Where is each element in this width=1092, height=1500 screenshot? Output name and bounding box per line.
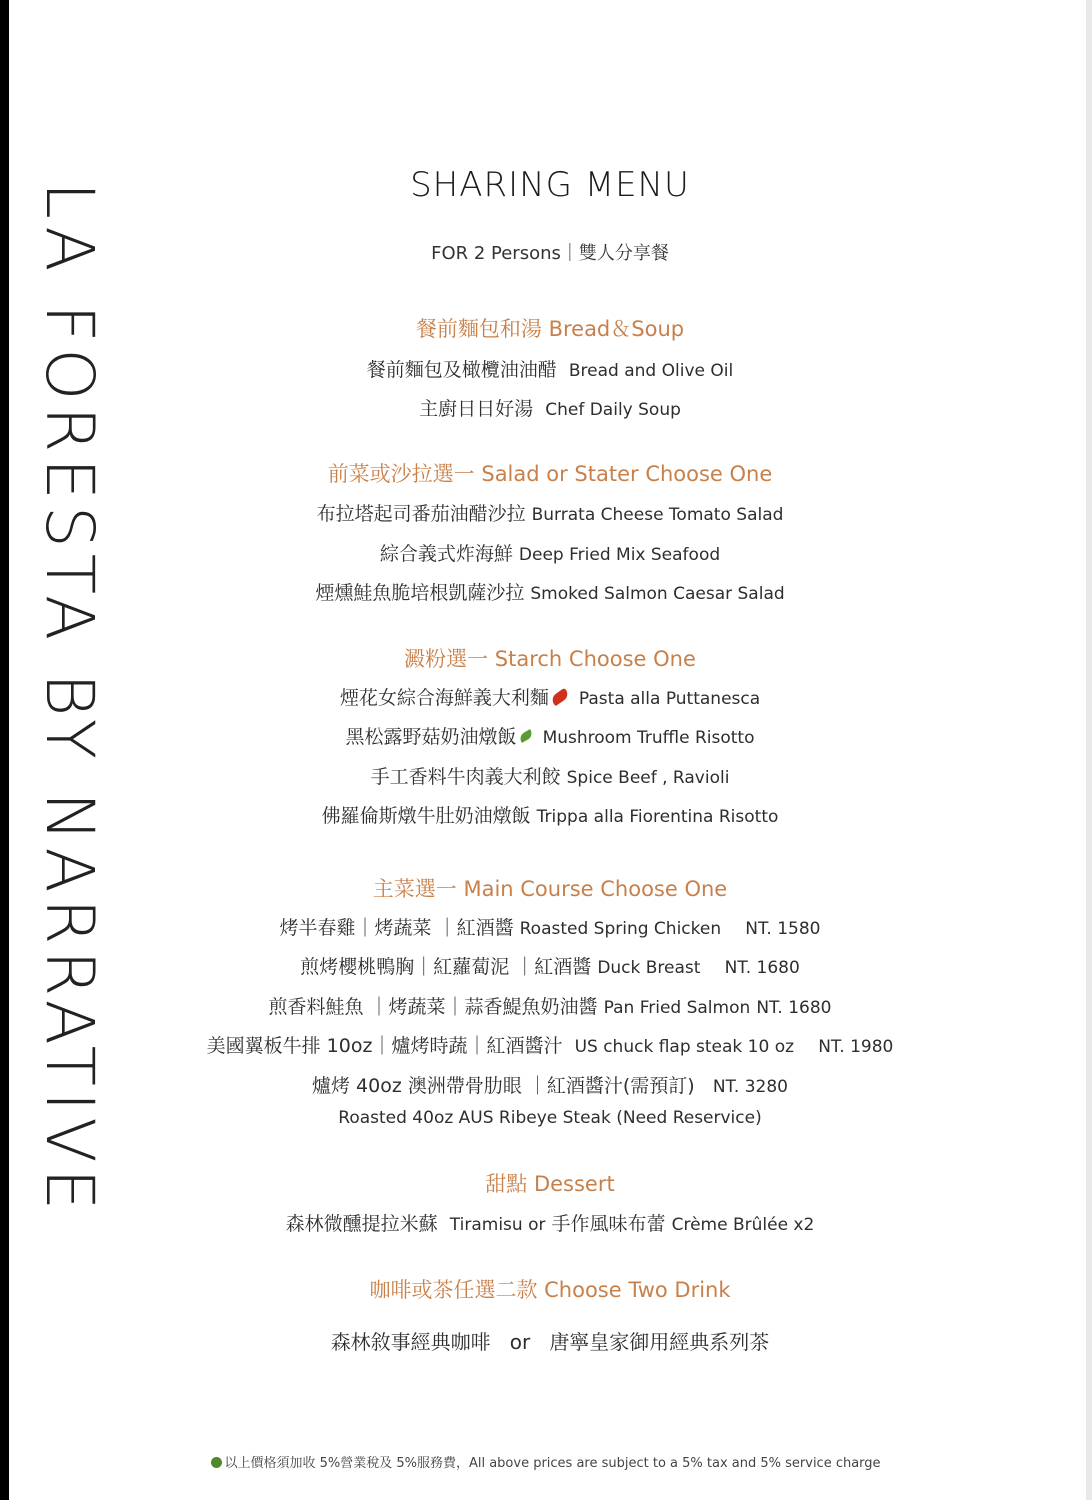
chili-pepper-icon [550,688,570,707]
item-name-en: Pasta alla Puttanesca [578,689,761,709]
section-heading-bread-soup: 餐前麵包和湯 Bread＆Soup [415,317,685,341]
herb-leaf-icon [517,729,533,743]
menu-item [170,762,930,789]
item-or: or [509,1330,531,1354]
brand-vertical-title: LA FORESTA BY NARRATIVE [31,182,108,1217]
item-name-en: Mushroom Truffle Risotto [542,728,755,748]
item-name-zh: 煎烤櫻桃鴨胸｜紅蘿蔔泥 ｜紅酒醬 [300,956,592,978]
item-name-en: Smoked Salmon Caesar Salad [530,584,785,604]
item-name-zh: 煎香料鮭魚 ｜烤蔬菜｜蒜香鯷魚奶油醬 [268,996,598,1018]
item-price: NT. 1680 [756,998,832,1018]
item-name-en: Spice Beef , Ravioli [566,768,730,788]
menu-item [170,1326,930,1355]
item-name-zh: 綜合義式炸海鮮 [379,543,513,565]
menu-item [170,722,930,749]
item-name-en: Crème Brûlée x2 [671,1215,815,1235]
item-price: NT. 3280 [712,1077,788,1097]
green-dot-icon [211,1457,222,1468]
item-name-en: Pan Fried Salmon [603,998,751,1018]
item-name-en: Duck Breast [597,958,701,978]
menu-item [170,1031,930,1058]
item-name-zh: 手工香料牛肉義大利餃 [370,766,561,788]
menu-item [170,539,930,566]
left-edge-bar [0,0,9,1500]
item-name-en: US chuck flap steak 10 oz [574,1037,795,1057]
menu-item [170,913,930,940]
menu-item [170,952,930,979]
menu-item [170,1071,930,1098]
menu-subtitle: FOR 2 Persons｜雙人分享餐 [431,243,669,264]
item-name-en: Deep Fried Mix Seafood [518,545,721,565]
item-name-en: Tiramisu or [449,1215,546,1235]
item-name-zh: 煙燻鮭魚脆培根凱薩沙拉 [315,582,525,604]
item-price: NT. 1980 [818,1037,894,1057]
item-name-zh: 煙花女綜合海鮮義大利麵 [339,687,549,709]
right-edge-bar [1086,0,1092,1500]
item-name-en: Roasted Spring Chicken [519,919,722,939]
item-name-zh: 手作風味布蕾 [551,1213,666,1235]
item-name-zh: 黑松露野菇奶油燉飯 [345,726,517,748]
section-heading-salad: 前菜或沙拉選一 Salad or Stater Choose One [327,462,773,486]
menu-item [170,355,930,382]
menu-column [170,0,930,1500]
item-name-zh: 餐前麵包及橄欖油油醋 [366,359,557,381]
item-name-zh: 主廚日日好湯 [419,398,534,420]
menu-item [170,394,930,421]
section-heading-dessert: 甜點 Dessert [485,1172,615,1196]
menu-item [170,499,930,526]
section-heading-drinks: 咖啡或茶任選二款 Choose Two Drink [369,1278,731,1302]
section-heading-main-course: 主菜選一 Main Course Choose One [372,877,728,901]
item-name-zh: 美國翼板牛排 10oz｜爐烤時蔬｜紅酒醬汁 [206,1035,563,1057]
item-name-zh: 唐寧皇家御用經典系列茶 [549,1330,770,1354]
item-name-zh: 布拉塔起司番茄油醋沙拉 [316,503,526,525]
menu-item [170,578,930,605]
item-name-en: Bread and Olive Oil [568,361,734,381]
menu-item [170,992,930,1019]
item-price: NT. 1580 [745,919,821,939]
item-name-zh: 森林微醺提拉米蘇 [285,1213,438,1235]
menu-item [170,801,930,828]
item-note: Roasted 40oz AUS Ribeye Steak (Need Reservice) [338,1108,762,1128]
footer-note [0,1452,1092,1471]
menu-item [170,1209,930,1236]
item-name-zh: 森林敘事經典咖啡 [330,1330,491,1354]
item-name-zh: 烤半春雞｜烤蔬菜 ｜紅酒醬 [279,917,514,939]
footer-text: 以上價格須加收 5%營業稅及 5%服務費，All above prices are subject to a 5% tax and 5% service charge [224,1456,881,1471]
item-price: NT. 1680 [724,958,800,978]
menu-item [170,683,930,710]
section-heading-starch: 澱粉選一 Starch Choose One [404,647,696,671]
item-name-en: Chef Daily Soup [545,400,681,420]
item-name-zh: 佛羅倫斯燉牛肚奶油燉飯 [321,805,531,827]
menu-title: SHARING MENU [410,165,690,205]
item-name-en: Burrata Cheese Tomato Salad [531,505,784,525]
item-name-zh: 爐烤 40oz 澳洲帶骨肋眼 ｜紅酒醬汁(需預訂) [311,1075,695,1097]
item-name-en: Trippa alla Fiorentina Risotto [536,807,779,827]
